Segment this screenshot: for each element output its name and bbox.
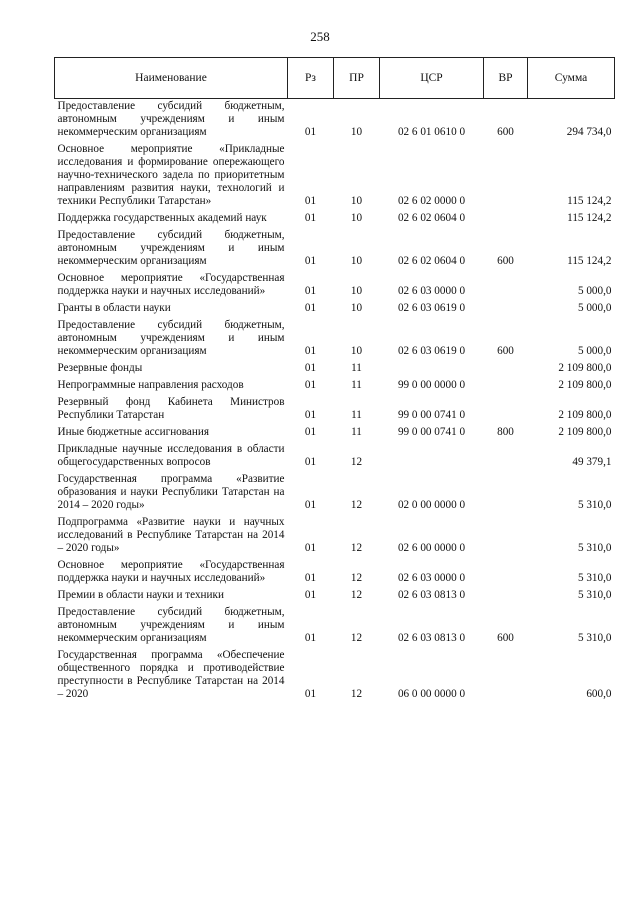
row-sum-cell: 115 124,2 — [567, 255, 612, 267]
row-pr-cell: 10 — [350, 345, 363, 357]
row-csr-cell: 02 6 01 0610 0 — [397, 126, 466, 138]
row-pr-cell: 12 — [350, 542, 363, 554]
table-row — [55, 301, 615, 318]
table-row — [55, 442, 615, 472]
row-vr-cell: 800 — [497, 426, 514, 438]
table-row — [55, 472, 615, 515]
row-pr-cell: 11 — [351, 379, 362, 391]
page-number: 258 — [310, 29, 330, 44]
row-csr-cell: 02 6 03 0000 0 — [397, 285, 466, 297]
row-csr-cell: 02 6 02 0604 0 — [397, 212, 466, 224]
row-rz-cell: 01 — [304, 542, 317, 554]
row-pr-cell: 10 — [350, 255, 363, 267]
row-csr-cell: 06 0 00 0000 0 — [397, 688, 466, 700]
row-vr-cell — [484, 211, 528, 228]
row-sum-cell: 5 310,0 — [577, 589, 612, 601]
column-header-name: Наименование — [55, 58, 288, 99]
column-header-rz: Рз — [288, 58, 334, 99]
table-row — [55, 588, 615, 605]
table-row — [55, 211, 615, 228]
table-row — [55, 228, 615, 271]
row-sum-cell: 294 734,0 — [566, 126, 612, 138]
row-pr-cell: 10 — [350, 302, 363, 314]
row-csr-cell: 02 6 03 0813 0 — [397, 632, 466, 644]
row-pr-cell: 11 — [351, 426, 362, 438]
row-sum-cell: 2 109 800,0 — [558, 362, 612, 374]
row-sum-cell: 5 310,0 — [577, 499, 612, 511]
row-name-cell: Премии в области науки и техники — [57, 589, 224, 601]
row-name-cell: Предоставление субсидий бюджетным, автономным учреждениям и иным некоммерческим организациям — [57, 229, 285, 267]
row-csr-cell: 02 6 00 0000 0 — [397, 542, 466, 554]
row-sum-cell: 5 000,0 — [577, 302, 612, 314]
row-vr-cell — [484, 588, 528, 605]
row-csr-cell: 02 6 03 0619 0 — [397, 302, 466, 314]
row-sum-cell: 115 124,2 — [567, 195, 612, 207]
row-vr-cell — [484, 395, 528, 425]
row-rz-cell: 01 — [304, 632, 317, 644]
row-sum-cell: 2 109 800,0 — [558, 409, 612, 421]
row-rz-cell: 01 — [304, 426, 317, 438]
row-rz-cell: 01 — [304, 302, 317, 314]
row-rz-cell: 01 — [304, 126, 317, 138]
column-header-pr: ПР — [334, 58, 380, 99]
row-vr-cell: 600 — [497, 255, 514, 267]
row-vr-cell — [484, 442, 528, 472]
column-header-sum: Сумма — [528, 58, 615, 99]
row-csr-cell: 02 6 03 0813 0 — [397, 589, 466, 601]
row-name-cell: Государственная программа «Обеспечение общественного порядка и противодействие преступности в Республике Татарстан на 2014 – 2020 — [57, 649, 285, 700]
table-row — [55, 395, 615, 425]
row-vr-cell — [484, 558, 528, 588]
row-name-cell: Иные бюджетные ассигнования — [57, 426, 209, 438]
row-vr-cell: 600 — [497, 632, 514, 644]
row-pr-cell: 11 — [351, 362, 362, 374]
table-header-row — [55, 58, 615, 99]
row-csr-cell: 02 6 03 0619 0 — [397, 345, 466, 357]
row-pr-cell: 10 — [350, 285, 363, 297]
table-body — [55, 99, 615, 705]
table-row — [55, 515, 615, 558]
row-sum-cell: 600,0 — [586, 688, 612, 700]
row-rz-cell: 01 — [304, 589, 317, 601]
row-rz-cell: 01 — [304, 456, 317, 468]
row-pr-cell: 12 — [350, 632, 363, 644]
row-csr-cell: 02 6 02 0604 0 — [397, 255, 466, 267]
column-header-csr: ЦСР — [380, 58, 484, 99]
row-rz-cell: 01 — [304, 285, 317, 297]
row-name-cell: Прикладные научные исследования в области общегосударственных вопросов — [57, 443, 285, 468]
budget-table — [54, 57, 615, 704]
table-row — [55, 648, 615, 704]
row-name-cell: Основное мероприятие «Государственная поддержка науки и научных исследований» — [57, 559, 285, 584]
row-rz-cell: 01 — [304, 195, 317, 207]
row-name-cell: Подпрограмма «Развитие науки и научных исследований в Республике Татарстан на 2014 – 2020 годы» — [57, 516, 285, 554]
row-rz-cell: 01 — [304, 212, 317, 224]
row-rz-cell: 01 — [304, 572, 317, 584]
row-name-cell: Основное мероприятие «Государственная поддержка науки и научных исследований» — [57, 272, 285, 297]
table-row — [55, 271, 615, 301]
row-pr-cell: 12 — [350, 456, 363, 468]
row-sum-cell: 49 379,1 — [572, 456, 612, 468]
row-name-cell: Гранты в области науки — [57, 302, 171, 314]
row-name-cell: Поддержка государственных академий наук — [57, 212, 267, 224]
row-rz-cell: 01 — [304, 379, 317, 391]
row-csr-cell: 02 6 02 0000 0 — [397, 195, 466, 207]
row-sum-cell: 2 109 800,0 — [558, 379, 612, 391]
row-rz-cell: 01 — [304, 255, 317, 267]
row-pr-cell: 10 — [350, 212, 363, 224]
row-rz-cell: 01 — [304, 362, 317, 374]
row-vr-cell — [484, 142, 528, 211]
table-row — [55, 558, 615, 588]
table-row — [55, 605, 615, 648]
row-name-cell: Предоставление субсидий бюджетным, автономным учреждениям и иным некоммерческим организациям — [57, 606, 285, 644]
row-vr-cell — [484, 271, 528, 301]
table-row — [55, 378, 615, 395]
table-row — [55, 425, 615, 442]
row-vr-cell — [484, 648, 528, 704]
row-sum-cell: 5 310,0 — [577, 632, 612, 644]
row-name-cell: Резервные фонды — [57, 362, 143, 374]
row-sum-cell: 5 000,0 — [577, 345, 612, 357]
row-vr-cell — [484, 361, 528, 378]
row-sum-cell: 115 124,2 — [567, 212, 612, 224]
row-csr-cell — [380, 361, 484, 378]
row-csr-cell: 99 0 00 0000 0 — [397, 379, 466, 391]
row-vr-cell — [484, 301, 528, 318]
row-csr-cell: 99 0 00 0741 0 — [397, 426, 466, 438]
row-pr-cell: 10 — [350, 195, 363, 207]
row-pr-cell: 12 — [350, 572, 363, 584]
row-name-cell: Основное мероприятие «Прикладные исследования и формирование опережающего научно-технического задела по приоритетным направлениям развития науки, технологий и техники Республики Татарстан» — [57, 143, 285, 207]
row-vr-cell — [484, 472, 528, 515]
row-name-cell: Предоставление субсидий бюджетным, автономным учреждениям и иным некоммерческим организациям — [57, 319, 285, 357]
row-csr-cell: 02 6 03 0000 0 — [397, 572, 466, 584]
row-sum-cell: 5 310,0 — [577, 572, 612, 584]
table-row — [55, 99, 615, 143]
table-row — [55, 318, 615, 361]
row-vr-cell — [484, 515, 528, 558]
row-pr-cell: 12 — [350, 688, 363, 700]
row-vr-cell — [484, 378, 528, 395]
table-row — [55, 142, 615, 211]
row-pr-cell: 12 — [350, 589, 363, 601]
row-pr-cell: 12 — [350, 499, 363, 511]
row-rz-cell: 01 — [304, 345, 317, 357]
row-csr-cell: 99 0 00 0741 0 — [397, 409, 466, 421]
row-vr-cell: 600 — [497, 345, 514, 357]
row-csr-cell: 02 0 00 0000 0 — [397, 499, 466, 511]
row-pr-cell: 10 — [350, 126, 363, 138]
row-rz-cell: 01 — [304, 499, 317, 511]
row-sum-cell: 5 310,0 — [577, 542, 612, 554]
row-pr-cell: 11 — [351, 409, 362, 421]
row-sum-cell: 2 109 800,0 — [558, 426, 612, 438]
row-csr-cell — [380, 442, 484, 472]
row-rz-cell: 01 — [304, 688, 317, 700]
table-row — [55, 361, 615, 378]
row-name-cell: Предоставление субсидий бюджетным, автономным учреждениям и иным некоммерческим организациям — [57, 100, 285, 138]
row-rz-cell: 01 — [304, 409, 317, 421]
row-name-cell: Резервный фонд Кабинета Министров Республики Татарстан — [57, 396, 285, 421]
row-name-cell: Государственная программа «Развитие образования и науки Республики Татарстан на 2014 – 2020 годы» — [57, 473, 285, 511]
row-sum-cell: 5 000,0 — [577, 285, 612, 297]
row-name-cell: Непрограммные направления расходов — [57, 379, 244, 391]
column-header-vr: ВР — [484, 58, 528, 99]
row-vr-cell: 600 — [497, 126, 514, 138]
